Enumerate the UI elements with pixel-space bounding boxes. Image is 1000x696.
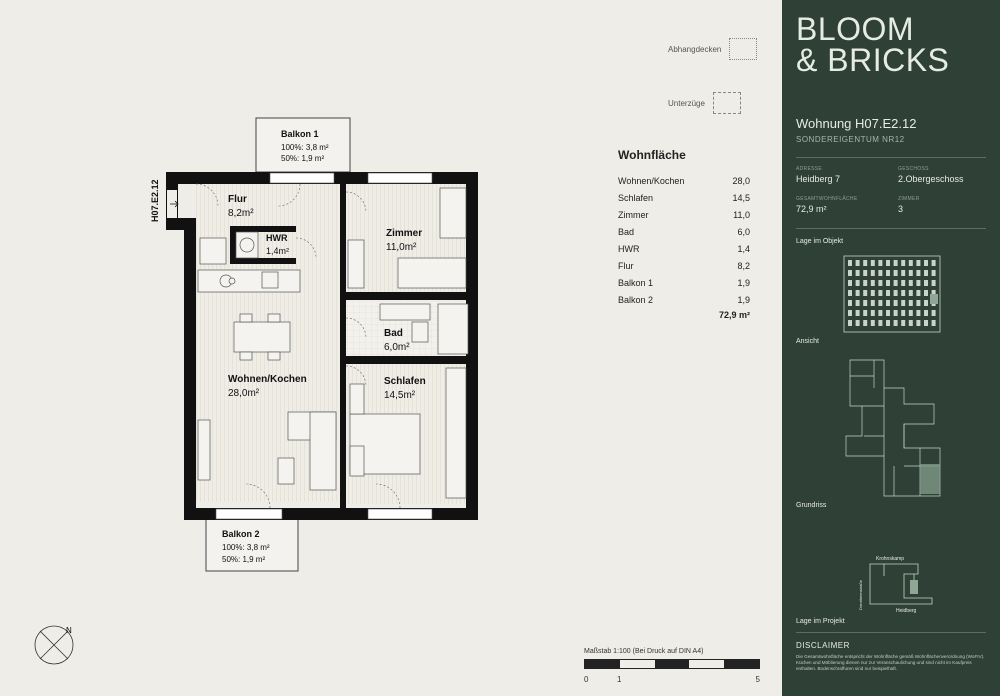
elevation-window	[924, 320, 928, 326]
room-area: 14,5m²	[384, 390, 416, 401]
elevation-window	[856, 300, 860, 306]
elevation-window	[848, 310, 852, 316]
elevation-window	[856, 310, 860, 316]
building-elevation	[842, 252, 944, 334]
scale-num: 0	[584, 675, 589, 684]
area-row-label: Bad	[618, 226, 635, 237]
elevation-window	[901, 270, 905, 276]
scale-graphic	[584, 659, 760, 669]
area-row-value: 14,5	[732, 192, 750, 203]
elevation-window	[863, 280, 867, 286]
elevation-window	[856, 260, 860, 266]
room-name: HWR	[266, 233, 288, 243]
elevation-window	[901, 260, 905, 266]
elevation-window	[916, 270, 920, 276]
elevation-window	[916, 300, 920, 306]
elevation-window	[924, 310, 928, 316]
elevation-window	[886, 270, 890, 276]
area-row-label: HWR	[618, 243, 640, 254]
elevation-window	[916, 320, 920, 326]
elevation-window	[909, 290, 913, 296]
area-row	[618, 172, 750, 189]
sidebar	[782, 0, 1000, 696]
elevation-window	[886, 310, 890, 316]
elevation-window	[924, 290, 928, 296]
elevation-window	[886, 300, 890, 306]
apartment-title: Wohnung H07.E2.12	[796, 116, 917, 131]
scale-num: 5	[755, 675, 760, 684]
area-row	[618, 291, 750, 308]
street-label: Dorotheenstraße	[858, 579, 863, 610]
elevation-window	[916, 260, 920, 266]
elevation-window	[871, 290, 875, 296]
area-row-value: 6,0	[737, 226, 750, 237]
elevation-window	[863, 310, 867, 316]
elevation-window	[871, 300, 875, 306]
elevation-window	[863, 300, 867, 306]
elevation-window	[878, 290, 882, 296]
street-label: Krohnskamp	[876, 556, 905, 562]
elevation-window	[901, 310, 905, 316]
area-row	[618, 223, 750, 240]
area-row	[618, 274, 750, 291]
elevation-window	[856, 280, 860, 286]
elevation-window	[878, 270, 882, 276]
room-area: 100%: 3,8 m²	[281, 143, 329, 152]
elevation-window	[924, 300, 928, 306]
elevation-window	[871, 320, 875, 326]
room-name: Flur	[228, 194, 247, 205]
elevation-window	[848, 320, 852, 326]
room-name: Balkon 1	[281, 129, 319, 139]
room-area: 11,0m²	[386, 242, 417, 253]
elevation-window	[848, 260, 852, 266]
disclaimer-text: Die Gesamtwohnfläche entspricht der Wohnfläche gemäß Wohnflächenverordnung (WoFIV). Küchen und Möblierung dienen nur zur Veranschaulichung und sind nicht im Kaufpreis enthalten. Bodenschraffuren sind nur beispielhaft.	[796, 654, 985, 671]
elevation-window	[894, 260, 898, 266]
elevation-window	[894, 300, 898, 306]
elevation-window	[856, 290, 860, 296]
room-name: Wohnen/Kochen	[228, 374, 307, 385]
elevation-window	[863, 270, 867, 276]
elevation-window	[878, 310, 882, 316]
elevation-window	[916, 290, 920, 296]
elevation-window	[901, 290, 905, 296]
elevation-window	[909, 260, 913, 266]
elevation-window	[886, 260, 890, 266]
area-row-value: 11,0	[733, 209, 750, 220]
legend-swatch	[713, 92, 741, 114]
area-total: 72,9 m²	[718, 310, 750, 320]
elevation-window	[878, 300, 882, 306]
room-area: 28,0m²	[228, 388, 260, 399]
area-row-label: Wohnen/Kochen	[618, 175, 685, 186]
room-name: Zimmer	[386, 228, 423, 239]
elevation-window	[901, 320, 905, 326]
elevation-window	[863, 290, 867, 296]
elevation-window	[848, 280, 852, 286]
room-name: Schlafen	[384, 376, 426, 387]
area-table	[618, 148, 750, 320]
brand-logo: BLOOM & BRICKS	[796, 11, 950, 78]
room-count: ZIMMER 3	[898, 196, 920, 214]
elevation-window	[848, 300, 852, 306]
elevation-window	[924, 260, 928, 266]
elevation-window	[848, 270, 852, 276]
elevation-window	[871, 280, 875, 286]
elevation-window	[916, 310, 920, 316]
elevation-window	[894, 310, 898, 316]
elevation-window	[909, 320, 913, 326]
area-row-label: Zimmer	[618, 209, 649, 220]
elevation-window	[916, 280, 920, 286]
room-area: 50%: 1,9 m²	[281, 154, 325, 163]
floor-level: GESCHOSS 2.Obergeschoss	[898, 166, 964, 184]
area-row	[618, 240, 750, 257]
section-lage-projekt: Lage im Projekt	[796, 618, 845, 625]
room-area: 8,2m²	[228, 208, 254, 219]
elevation-window	[909, 310, 913, 316]
unit-label: H07.E2.12	[150, 179, 160, 222]
legend-unterzuege	[668, 92, 741, 114]
north-compass-icon	[35, 626, 73, 664]
legend-label: Unterzüge	[668, 98, 705, 108]
elevation-window	[909, 300, 913, 306]
area-row-value: 28,0	[732, 175, 750, 186]
elevation-window	[932, 270, 936, 276]
area-row-label: Schlafen	[618, 192, 654, 203]
legend-label: Abhangdecken	[668, 44, 722, 54]
elevation-window	[886, 280, 890, 286]
elevation-window	[871, 260, 875, 266]
elevation-window	[863, 320, 867, 326]
area-row-label: Balkon 1	[618, 277, 654, 288]
area-row-label: Flur	[618, 260, 634, 271]
elevation-window	[856, 270, 860, 276]
legend-abhangdecken	[668, 38, 757, 60]
room-area: 6,0m²	[384, 342, 410, 353]
elevation-window	[932, 260, 936, 266]
elevation-window	[878, 260, 882, 266]
section-lage-objekt: Lage im Objekt	[796, 238, 844, 245]
room-area: 50%: 1,9 m²	[222, 555, 266, 564]
area-row-value: 1,9	[737, 294, 750, 305]
address: ADRESSE Heidberg 7	[796, 166, 841, 184]
elevation-window	[932, 310, 936, 316]
disclaimer-title: DISCLAIMER	[796, 641, 850, 650]
scale-num: 1	[617, 675, 622, 684]
area-row-label: Balkon 2	[618, 294, 654, 305]
elevation-window	[878, 280, 882, 286]
room-name: Balkon 2	[222, 529, 260, 539]
room-name: Bad	[384, 328, 403, 339]
floor-plan-thumbnail	[844, 356, 944, 500]
elevation-window	[848, 290, 852, 296]
section-ansicht: Ansicht	[796, 338, 819, 345]
area-row	[618, 257, 750, 274]
area-row	[618, 189, 750, 206]
elevation-window	[909, 270, 913, 276]
elevation-window	[886, 290, 890, 296]
legend-swatch	[729, 38, 757, 60]
scale-label: Maßstab 1:100 (Bei Druck auf DIN A4)	[584, 648, 704, 655]
room-area: 100%: 3,8 m²	[222, 543, 270, 552]
area-table-title: Wohnfläche	[618, 148, 686, 162]
area-row	[618, 206, 750, 223]
elevation-window	[901, 280, 905, 286]
street-label: Heidberg	[896, 608, 917, 614]
elevation-window	[894, 270, 898, 276]
elevation-window	[871, 310, 875, 316]
elevation-window	[932, 280, 936, 286]
room-area: 1,4m²	[266, 246, 290, 256]
elevation-window	[886, 320, 890, 326]
elevation-window	[856, 320, 860, 326]
site-plan	[854, 552, 954, 614]
elevation-window	[932, 320, 936, 326]
elevation-window	[909, 280, 913, 286]
elevation-window	[878, 320, 882, 326]
elevation-window	[924, 270, 928, 276]
svg-text:N: N	[66, 626, 72, 635]
section-grundriss: Grundriss	[796, 502, 827, 509]
elevation-window	[901, 300, 905, 306]
scale-bar	[584, 648, 760, 685]
elevation-window	[894, 290, 898, 296]
area-row-value: 1,9	[737, 277, 750, 288]
elevation-window	[924, 280, 928, 286]
total-area: GESAMTWOHNFLÄCHE 72,9 m²	[796, 196, 858, 214]
elevation-window	[894, 320, 898, 326]
elevation-window	[871, 270, 875, 276]
apartment-subtitle: SONDEREIGENTUM NR12	[796, 135, 905, 144]
area-row-value: 1,4	[737, 243, 750, 254]
elevation-window	[863, 260, 867, 266]
elevation-window	[894, 280, 898, 286]
area-row-value: 8,2	[737, 260, 750, 271]
